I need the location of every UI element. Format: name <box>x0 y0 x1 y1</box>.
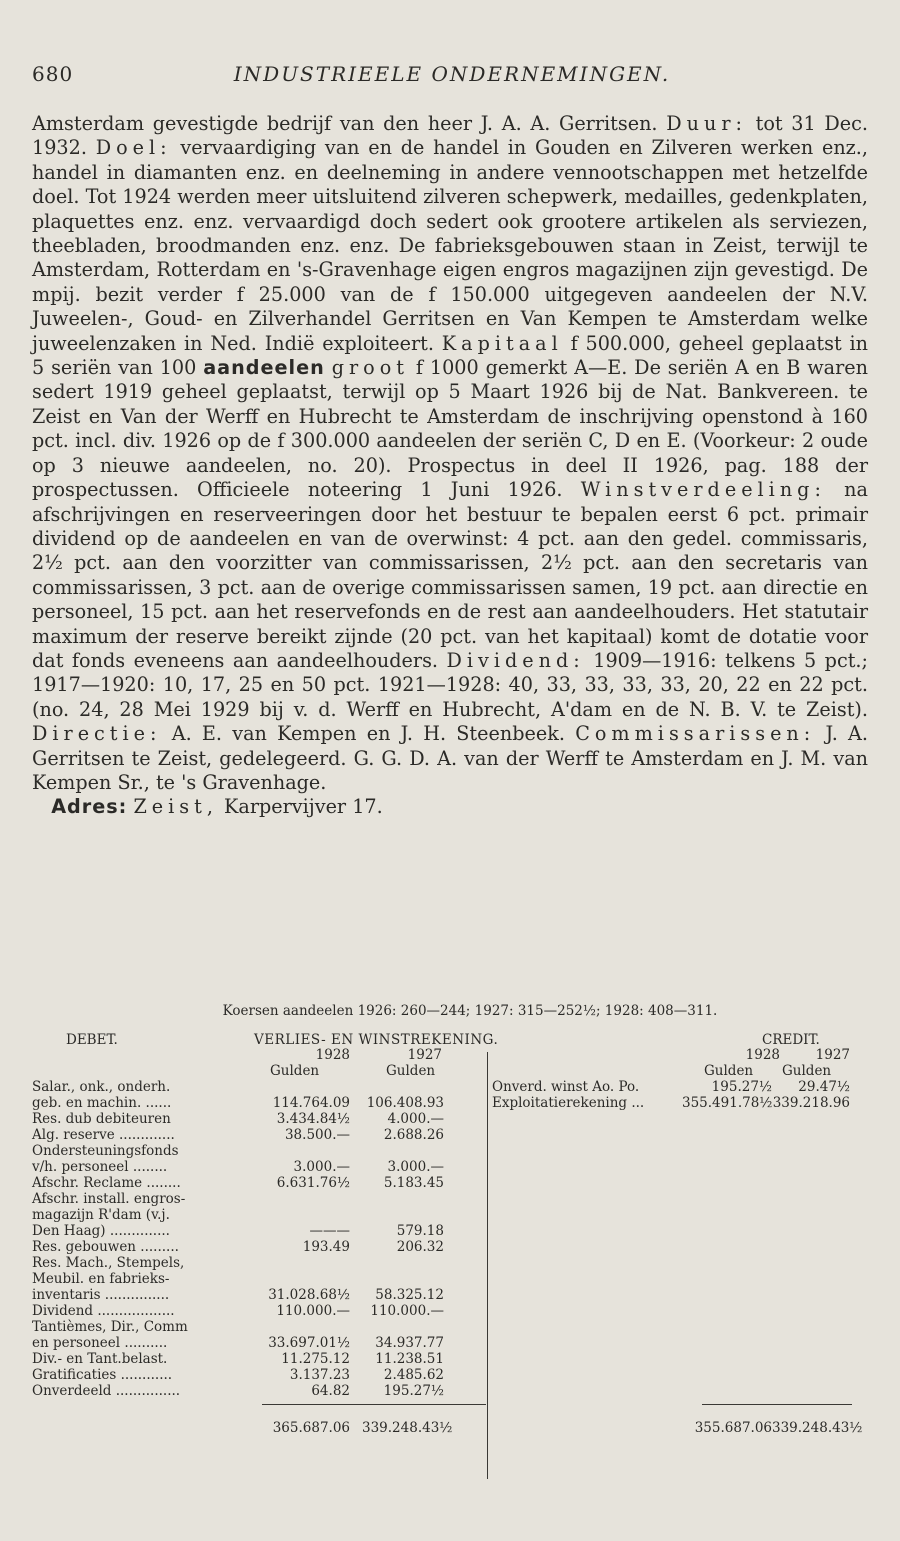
address-street: Karpervijver 17. <box>224 795 383 819</box>
debet-row-label: Onverdeeld ............... <box>32 1383 181 1399</box>
debet-value-1927: 195.27½ <box>383 1383 444 1399</box>
debet-value-1928: 3.137.23 <box>289 1367 350 1383</box>
directie-label: Directie: <box>32 722 162 746</box>
debet-row-label: magazijn R'dam (v.j. <box>32 1207 170 1223</box>
winstverdeeling-label: Winstverdeeling: <box>580 478 826 502</box>
debet-row-label: Dividend .................. <box>32 1303 175 1319</box>
debet-value-1928: 33.697.01½ <box>268 1335 350 1351</box>
unit-label: Gulden <box>270 1063 320 1079</box>
debet-value-1928: 110.000.— <box>276 1303 350 1319</box>
unit-label: Gulden <box>782 1063 832 1079</box>
debet-value-1928: 3.000.— <box>293 1159 350 1175</box>
description-paragraph <box>32 112 868 795</box>
credit-row-label: Onverd. winst Ao. Po. <box>492 1079 640 1095</box>
debet-value-1928: 3.434.84½ <box>276 1111 350 1127</box>
debet-value-1928: 114.764.09 <box>272 1095 350 1111</box>
debet-row-label: geb. en machin. ...... <box>32 1095 172 1111</box>
debet-value-1927: 579.18 <box>396 1223 444 1239</box>
credit-row-value: 195.27½ <box>711 1079 772 1095</box>
doel-label: Doel: <box>95 136 172 160</box>
adres-label: Adres: <box>51 795 128 819</box>
credit-row-value: 29.47½ <box>798 1079 850 1095</box>
debet-value-1927: 2.485.62 <box>383 1367 444 1383</box>
debet-value-1928: ——— <box>309 1223 350 1239</box>
debet-value-1927: 11.238.51 <box>375 1351 444 1367</box>
debet-value-1927: 106.408.93 <box>366 1095 444 1111</box>
address-city: Zeist, <box>133 795 218 819</box>
debet-year-1927: 1927 <box>407 1047 442 1063</box>
debet-value-1927: 5.183.45 <box>383 1175 444 1191</box>
debet-value-1928: 64.82 <box>311 1383 350 1399</box>
debet-row-label: Afschr. Reclame ........ <box>32 1175 181 1191</box>
text-segment: A. E. van Kempen en J. H. Steenbeek. <box>171 722 565 746</box>
debet-row-label: Gratificaties ............ <box>32 1367 173 1383</box>
text-segment: tot 31 Dec. 1932. <box>32 112 868 160</box>
sum-rule <box>262 1404 486 1405</box>
aandeelen-label: aandeelen <box>203 356 325 380</box>
debet-row-label: Den Haag) .............. <box>32 1223 170 1239</box>
debet-row-label: Alg. reserve ............. <box>32 1127 175 1143</box>
credit-year-1927: 1927 <box>815 1047 850 1063</box>
debet-value-1928: 38.500.— <box>284 1127 350 1143</box>
debet-value-1928: 31.028.68½ <box>268 1287 350 1303</box>
kapitaal-label: Kapitaal <box>441 331 563 355</box>
debet-value-1928: 6.631.76½ <box>276 1175 350 1191</box>
debet-row-label: Res. dub debiteuren <box>32 1111 171 1127</box>
share-prices: Koersen aandeelen 1926: 260—244; 1927: 315—252½; 1928: 408—311. <box>222 1003 718 1019</box>
credit-heading: CREDIT. <box>762 1032 820 1048</box>
credit-row-value: 339.218.96 <box>772 1095 850 1111</box>
debet-row-label: inventaris ............... <box>32 1287 170 1303</box>
debet-row-label: Ondersteuningsfonds <box>32 1143 179 1159</box>
debet-value-1927: 110.000.— <box>370 1303 444 1319</box>
commissarissen-label: Commissarissen: <box>575 722 816 746</box>
company-description <box>32 112 868 820</box>
text-segment: f 500.000, geheel geplaatst in 5 seriën van 100 <box>32 331 868 380</box>
debet-row-label: Div.- en Tant.belast. <box>32 1351 168 1367</box>
running-title: INDUSTRIEELE ONDERNEMINGEN. <box>233 62 671 86</box>
debet-value-1927: 4.000.— <box>387 1111 444 1127</box>
credit-row-value: 355.491.78½ <box>682 1095 773 1111</box>
groot-label: groot <box>331 356 409 380</box>
text-segment: vervaardiging van en de handel in Gouden en Zilveren werken enz., handel in diamanten enz. en deelneming in andere vennootschappen met hetzelfde doel. Tot 1924 werden meer uitsluitend zilveren schepwerk, medailles, gedenkplaten, plaquettes enz. enz. vervaardigd doch sedert ook grootere artikelen als serviezen, theebladen, broodmanden enz. enz. De fabrieksgebouwen staan in Zeist, terwijl te Amsterdam, Rotterdam en 's-Gravenhage eigen engros magazijnen zijn gevestigd. De mpij. bezit verder f 25.000 van de f 150.000 uitgegeven aandeelen der N.V. Juweelen-, Goud- en Zilverhandel Gerritsen en Van Kempen te Amsterdam welke juweelenzaken in Ned. Indië exploiteert. <box>32 136 868 355</box>
credit-year-1928: 1928 <box>745 1047 780 1063</box>
text-segment: J. A. Gerritsen te Zeist, gedelegeerd. G. G. D. A. van der Werff te Amsterdam en J. M. van Kempen Sr., te 's Gravenhage. <box>32 722 869 794</box>
dividend-label: Dividend: <box>446 648 585 672</box>
unit-label: Gulden <box>704 1063 754 1079</box>
text-segment: Amsterdam gevestigde bedrijf van den heer J. A. A. Gerritsen. <box>32 112 658 135</box>
debet-value-1927: 3.000.— <box>387 1159 444 1175</box>
total-credit-1927: 339.248.43½ <box>772 1420 863 1436</box>
duur-label: Duur: <box>666 112 747 135</box>
credit-row-label: Exploitatierekening ... <box>492 1095 645 1111</box>
debet-row-label: Res. Mach., Stempels, <box>32 1255 185 1271</box>
page-number: 680 <box>32 62 74 86</box>
table-title: VERLIES- EN WINSTREKENING. <box>254 1032 499 1048</box>
text-segment: f 1000 gemerkt A—E. De seriën A en B waren sedert 1919 geheel geplaatst, terwijl op 5 Maart 1926 bij de Nat. Bankvereen. te Zeist en Van der Werff en Hubrecht te Amsterdam de inschrijving openstond à 160 pct. incl. div. 1926 op de f 300.000 aandeelen der seriën C, D en E. (Voorkeur: 2 oude op 3 nieuwe aandeelen, no. 20). Prospectus in deel II 1926, pag. 188 der prospectussen. Officieele noteering 1 Juni 1926. <box>32 356 868 502</box>
debet-row-label: Salar., onk., onderh. <box>32 1079 171 1095</box>
debet-row-label: Meubil. en fabrieks- <box>32 1271 170 1287</box>
address-line <box>32 795 868 819</box>
text-segment: na afschrijvingen en reserveeringen door het bestuur te bepalen eerst 6 pct. primair dividend op de aandeelen en van de overwinst: 4 pct. aan den gedel. commissaris, 2½ pct. aan den voorzitter van commissarissen, 2½ pct. aan den secretaris van commissarissen, 3 pct. aan de overige commissarissen samen, 19 pct. aan directie en personeel, 15 pct. aan het reservefonds en de rest aan aandeelhouders. Het statutair maximum der reserve bereikt zijnde (20 pct. van het kapitaal) komt de dotatie voor dat fonds eveneens aan aandeelhouders. <box>32 478 868 672</box>
total-credit-1928: 355.687.06 <box>694 1420 772 1436</box>
debet-heading: DEBET. <box>66 1032 118 1048</box>
debet-value-1927: 34.937.77 <box>375 1335 444 1351</box>
total-debet-1928: 365.687.06 <box>272 1420 350 1436</box>
sum-rule <box>702 1404 852 1405</box>
debet-value-1927: 206.32 <box>396 1239 444 1255</box>
debet-row-label: en personeel .......... <box>32 1335 168 1351</box>
total-debet-1927: 339.248.43½ <box>362 1420 453 1436</box>
unit-label: Gulden <box>386 1063 436 1079</box>
profit-loss-table <box>32 1032 868 1472</box>
debet-row-label: Res. gebouwen ......... <box>32 1239 179 1255</box>
column-divider <box>487 1052 488 1479</box>
debet-value-1927: 58.325.12 <box>375 1287 444 1303</box>
debet-row-label: Tantièmes, Dir., Comm <box>32 1319 188 1335</box>
page-header <box>32 62 872 88</box>
debet-value-1928: 11.275.12 <box>281 1351 350 1367</box>
debet-value-1928: 193.49 <box>302 1239 350 1255</box>
debet-value-1927: 2.688.26 <box>383 1127 444 1143</box>
debet-row-label: Afschr. install. engros- <box>32 1191 186 1207</box>
text-segment: 1909—1916: telkens 5 pct.; 1917—1920: 10, 17, 25 en 50 pct. 1921—1928: 40, 33, 33, 33, 33, 20, 22 en 22 pct. (no. 24, 28 Mei 1929 bij v. d. Werff en Hubrecht, A'dam en de N. B. V. te Zeist). <box>32 648 868 721</box>
debet-row-label: v/h. personeel ........ <box>32 1159 168 1175</box>
debet-year-1928: 1928 <box>315 1047 350 1063</box>
